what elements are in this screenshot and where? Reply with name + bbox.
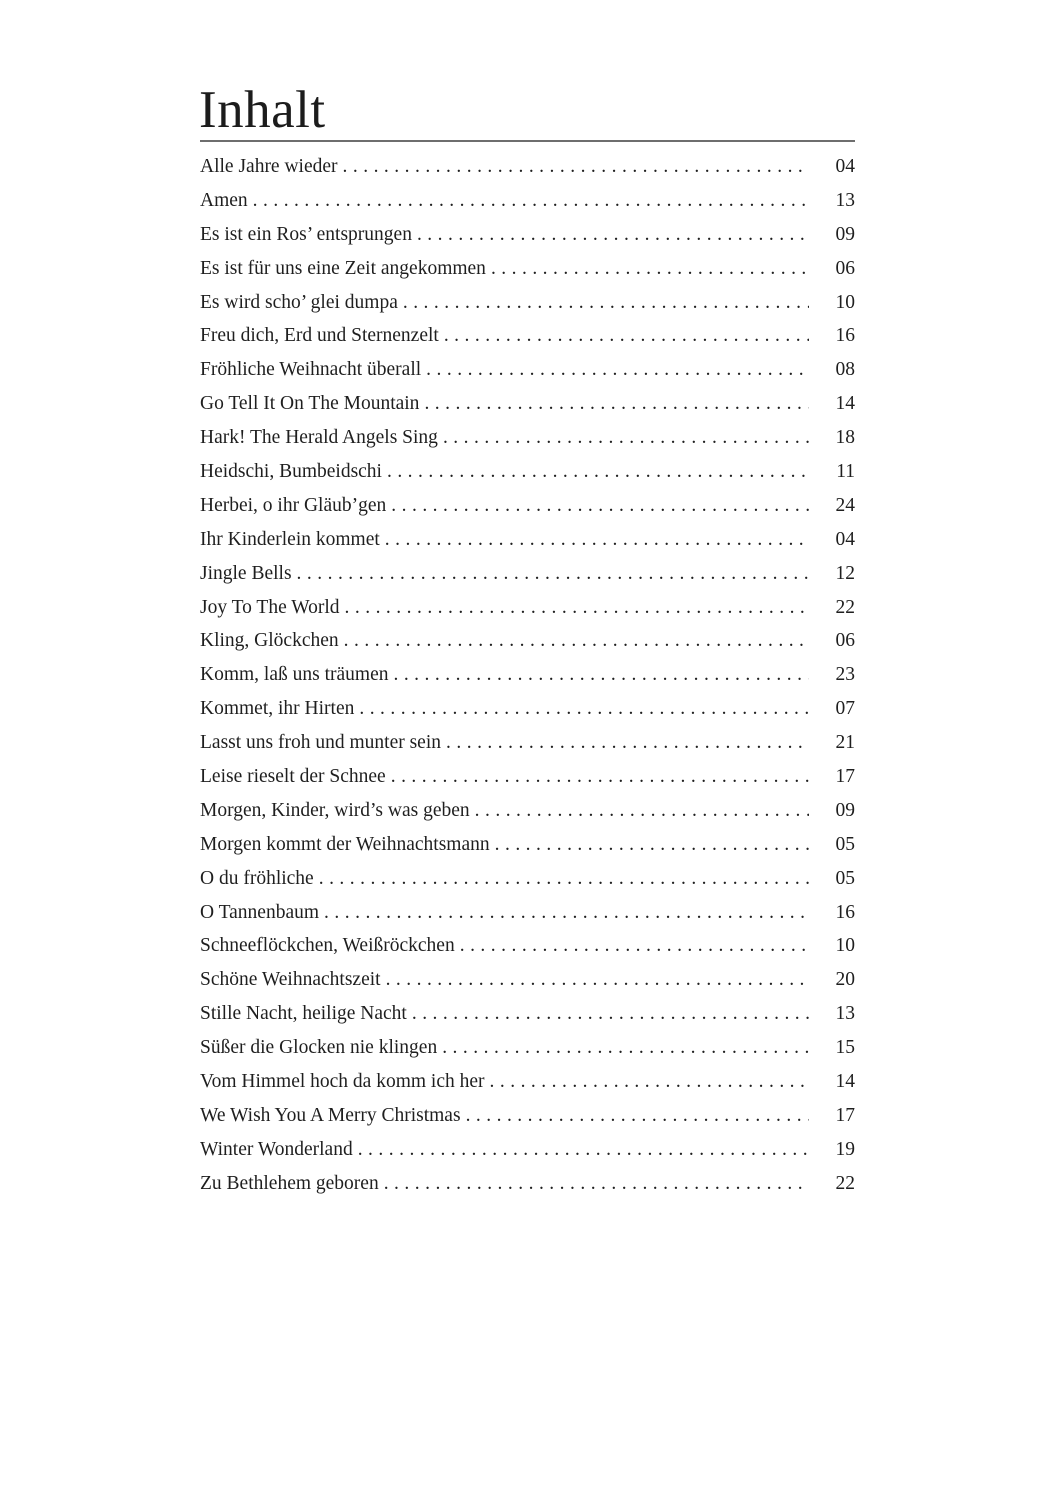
dot-leader — [491, 252, 809, 286]
page-number: 17 — [835, 1104, 855, 1126]
dot-leader — [426, 353, 809, 387]
page-number: 19 — [835, 1138, 855, 1160]
dot-leader — [417, 218, 809, 252]
page-number: 06 — [835, 257, 855, 279]
page-number: 22 — [835, 1172, 855, 1194]
dot-leader — [319, 862, 809, 896]
page-number: 24 — [835, 494, 855, 516]
page-number: 04 — [835, 528, 855, 550]
dot-leader — [490, 1065, 809, 1099]
page-number: 07 — [835, 698, 855, 720]
dot-leader — [324, 896, 809, 930]
song-title: Leise rieselt der Schnee — [200, 766, 386, 788]
song-title: Go Tell It On The Mountain — [200, 393, 420, 415]
toc-row — [200, 794, 855, 828]
toc-row — [200, 1167, 855, 1201]
dot-leader — [385, 523, 809, 557]
song-title: Alle Jahre wieder — [200, 156, 338, 177]
song-title: Morgen, Kinder, wird’s was geben — [200, 799, 470, 821]
song-title: Fröhliche Weihnacht überall — [200, 359, 422, 381]
song-title: Komm, laß uns träumen — [200, 664, 389, 686]
page-number: 14 — [835, 393, 855, 415]
song-title: Jingle Bells — [200, 562, 292, 584]
dot-leader — [393, 658, 809, 692]
dot-leader — [475, 794, 809, 828]
song-title: Schneeflöckchen, Weißröckchen — [200, 935, 455, 957]
song-title: Freu dich, Erd und Sternenzelt — [200, 325, 439, 347]
page-number: 05 — [835, 833, 855, 855]
dot-leader — [403, 286, 809, 320]
dot-leader — [466, 1099, 809, 1133]
song-title: Süßer die Glocken nie klingen — [200, 1037, 438, 1059]
page-number: 10 — [835, 935, 855, 957]
page-number: 09 — [835, 223, 855, 245]
dot-leader — [412, 997, 809, 1031]
toc-row — [200, 150, 855, 184]
song-title: Schöne Weihnachtszeit — [200, 969, 381, 991]
page-number: 10 — [835, 291, 855, 313]
page-number: 16 — [835, 325, 855, 347]
toc-row — [200, 387, 855, 421]
page-number: 14 — [835, 1071, 855, 1093]
page-number: 05 — [835, 867, 855, 889]
page-number: 16 — [835, 901, 855, 923]
song-title: Kling, Glöckchen — [200, 630, 339, 652]
song-title: Joy To The World — [200, 596, 340, 618]
page-number: 22 — [835, 596, 855, 618]
dot-leader — [297, 557, 809, 591]
song-title: Ihr Kinderlein kommet — [200, 528, 380, 550]
dot-leader — [359, 692, 809, 726]
toc-row — [200, 1133, 855, 1167]
dot-leader — [442, 1031, 809, 1065]
toc-row — [200, 591, 855, 625]
toc-row — [200, 319, 855, 353]
page-number: 13 — [835, 189, 855, 211]
toc-list — [200, 150, 855, 1201]
toc-row — [200, 523, 855, 557]
song-title: Herbei, o ihr Gläub’gen — [200, 494, 387, 516]
page-title: Inhalt — [199, 81, 326, 139]
song-title: Hark! The Herald Angels Sing — [200, 427, 438, 449]
dot-leader — [386, 963, 809, 997]
toc-row — [200, 286, 855, 320]
song-title: Es ist für uns eine Zeit angekommen — [200, 257, 486, 279]
song-title: O Tannenbaum — [200, 901, 320, 923]
toc-row — [200, 658, 855, 692]
toc-row — [200, 455, 855, 489]
dot-leader — [387, 455, 809, 489]
toc-row — [200, 828, 855, 862]
dot-leader — [384, 1167, 809, 1201]
toc-row — [200, 252, 855, 286]
dot-leader — [343, 150, 809, 184]
page-number: 20 — [835, 969, 855, 991]
dot-leader — [358, 1133, 809, 1167]
dot-leader — [443, 421, 809, 455]
page-number: 23 — [835, 664, 855, 686]
song-title: Kommet, ihr Hirten — [200, 698, 355, 720]
page-number: 21 — [835, 732, 855, 754]
toc-row — [200, 1031, 855, 1065]
dot-leader — [253, 184, 809, 218]
toc-row — [200, 760, 855, 794]
page-number: 15 — [835, 1037, 855, 1059]
dot-leader — [391, 489, 809, 523]
page-number: 17 — [835, 766, 855, 788]
dot-leader — [446, 726, 809, 760]
toc-row — [200, 624, 855, 658]
dot-leader — [444, 319, 809, 353]
dot-leader — [495, 828, 809, 862]
page-number: 04 — [835, 156, 855, 177]
toc-row — [200, 862, 855, 896]
song-title: Morgen kommt der Weihnachtsmann — [200, 833, 490, 855]
song-title: Heidschi, Bumbeidschi — [200, 461, 382, 483]
page-number: 13 — [835, 1003, 855, 1025]
song-title: Vom Himmel hoch da komm ich her — [200, 1071, 485, 1093]
page-number: 11 — [836, 461, 855, 483]
song-title: O du fröhliche — [200, 867, 314, 889]
toc-row — [200, 557, 855, 591]
toc-row — [200, 353, 855, 387]
song-title: Lasst uns froh und munter sein — [200, 732, 442, 754]
page-number: 09 — [835, 799, 855, 821]
toc-row — [200, 1065, 855, 1099]
page-number: 12 — [835, 562, 855, 584]
toc-row — [200, 963, 855, 997]
song-title: Stille Nacht, heilige Nacht — [200, 1003, 407, 1025]
toc-row — [200, 692, 855, 726]
song-title: Winter Wonderland — [200, 1138, 353, 1160]
toc-row — [200, 489, 855, 523]
song-title: Es ist ein Ros’ entsprungen — [200, 223, 412, 245]
song-title: Amen — [200, 189, 248, 211]
dot-leader — [460, 929, 809, 963]
song-title: Zu Bethlehem geboren — [200, 1172, 379, 1194]
title-divider — [200, 140, 855, 142]
dot-leader — [424, 387, 809, 421]
toc-row — [200, 1099, 855, 1133]
toc-row — [200, 929, 855, 963]
page-number: 06 — [835, 630, 855, 652]
page-number: 08 — [835, 359, 855, 381]
toc-row — [200, 896, 855, 930]
dot-leader — [345, 591, 809, 625]
toc-row — [200, 218, 855, 252]
toc-row — [200, 997, 855, 1031]
song-title: We Wish You A Merry Christmas — [200, 1104, 461, 1126]
dot-leader — [344, 624, 809, 658]
toc-row — [200, 421, 855, 455]
toc-row — [200, 184, 855, 218]
dot-leader — [391, 760, 809, 794]
page-number: 18 — [835, 427, 855, 449]
song-title: Es wird scho’ glei dumpa — [200, 291, 398, 313]
toc-row — [200, 726, 855, 760]
